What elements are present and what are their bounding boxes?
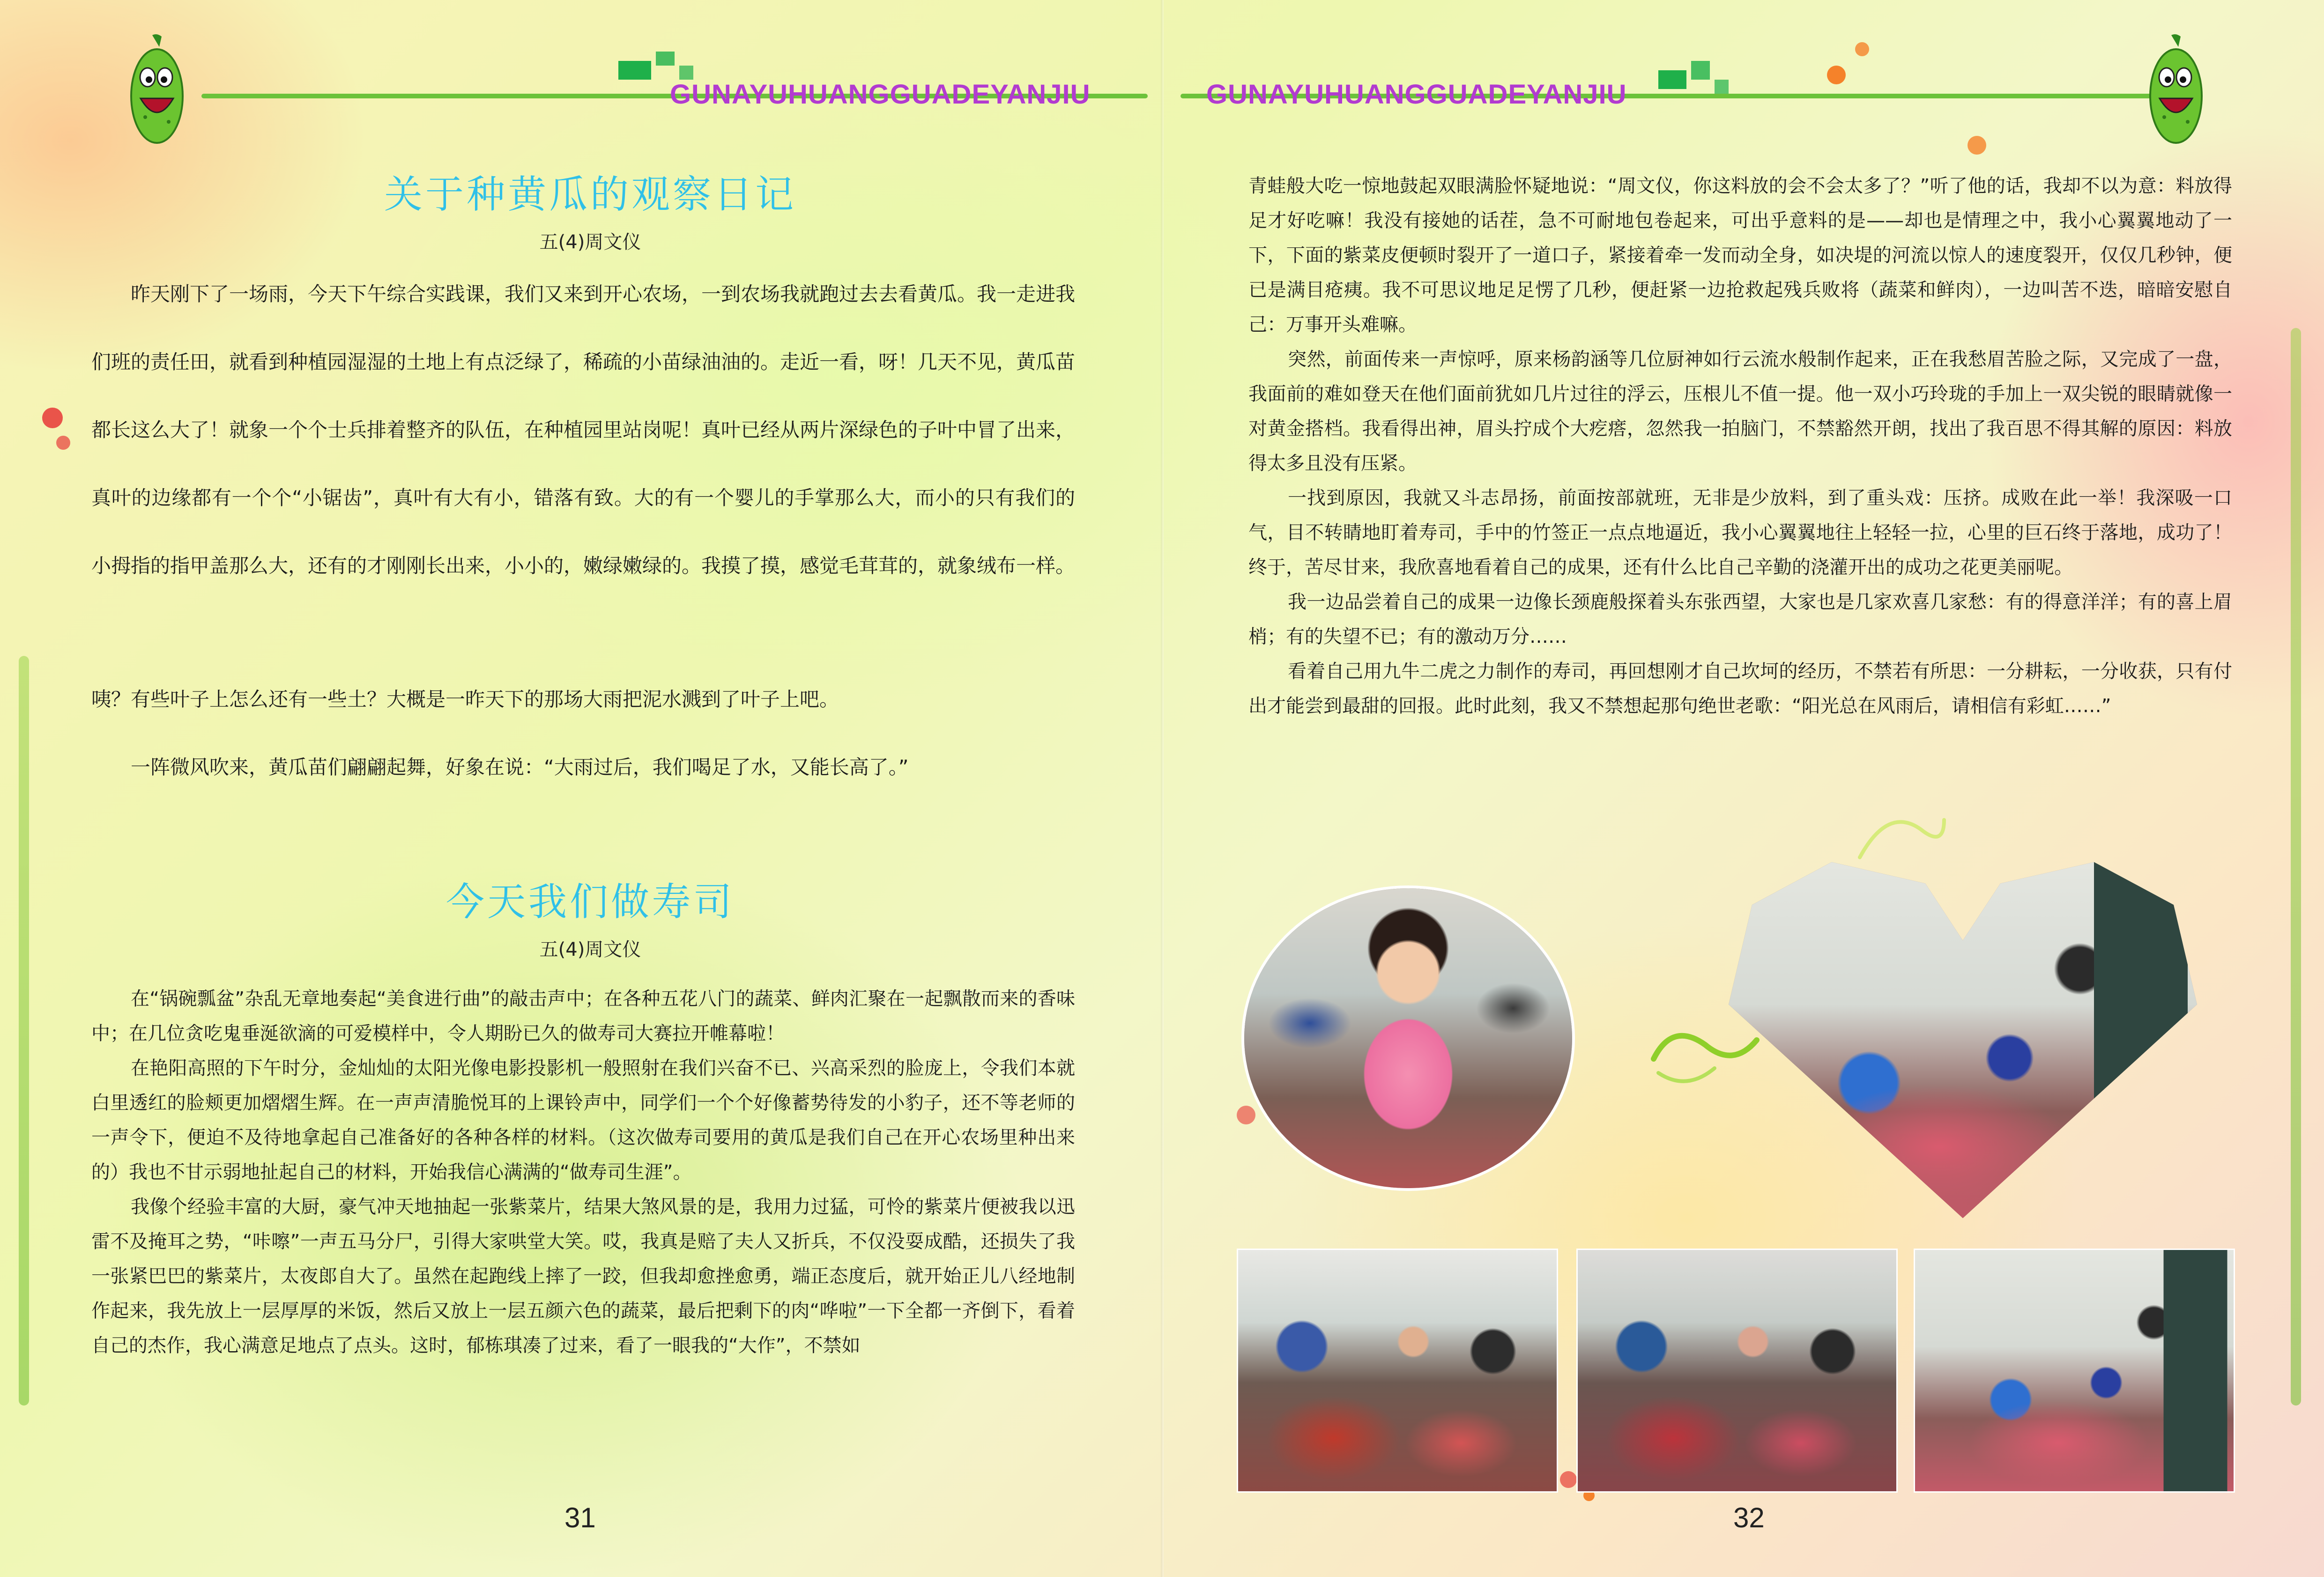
article-paragraph: 突然，前面传来一声惊呼，原来杨韵涵等几位厨神如行云流水般制作起来，正在我愁眉苦脸之际，又完成了一盘，我面前的难如登天在他们面前犹如几片过往的浮云，压根儿不值一提。他一双小巧玲珑的手加上一双尖锐的眼睛就像一对黄金搭档。我看得出神，眉头拧成个大疙瘩，忽然我一拍脑门，不禁豁然开朗，找出了我百思不得其解的原因：料放得太多且没有压紧。 (1248, 349, 2232, 474)
sushi-article-body (91, 982, 1075, 1363)
cucumber-mascot-icon (126, 33, 187, 145)
heart-photo-frame (1241, 857, 2192, 1232)
photo-scene (1244, 888, 1572, 1188)
article-title-sushi: 今天我们做寿司 (445, 880, 735, 924)
article-paragraph: 咦？有些叶子上怎么还有一些土？大概是一昨天下的那场大雨把泥水溅到了叶子上吧。 (91, 688, 839, 711)
article-paragraph: 我像个经验丰富的大厨，豪气冲天地抽起一张紫菜片，结果大煞风景的是，我用力过猛，可怜的紫菜片便被我以迅雷不及掩耳之势，“咔嚓”一声五马分尸，引得大家哄堂大笑。哎，我真是赔了夫人又折兵，不仅没耍成酷，还损失了我一张紧巴巴的紫菜片，太夜郎自大了。虽然在起跑线上摔了一跤，但我却愈挫愈勇，端正态度后，就开始正儿八经地制作起来，我先放上一层厚厚的米饭，然后又放上一层五颜六色的蔬菜，最后把剩下的肉“哗啦”一下全都一齐倒下，看着自己的杰作，我心满意足地点了点头。这时，郁栋琪凑了过来，看了一眼我的“大作”，不禁如 (91, 1196, 1075, 1356)
article-paragraph: 在艳阳高照的下午时分，金灿灿的太阳光像电影投影机一般照射在我们兴奋不已、兴高采烈的脸庞上，令我们本就白里透红的脸颊更加熠熠生辉。在一声声清脆悦耳的上课铃声中，同学们一个个好像蓄势待发的小豹子，还不等老师的一声令下，便迫不及待地拿起自己准备好的各种各样的材料。（这次做寿司要用的黄瓜是我们自己在开心农场里种出来的）我也不甘示弱地扯起自己的材料，开始我信心满满的“做寿司生涯”。 (91, 1057, 1075, 1183)
page-number-left: 31 (564, 1502, 596, 1533)
swirl-ornament-icon (1644, 1012, 1766, 1096)
article-author: 五(4)周文仪 (539, 939, 641, 960)
article-title-cucumber-diary: 关于种黄瓜的观察日记 (384, 172, 796, 217)
sushi-article-continued (1248, 169, 2232, 723)
orange-dot-deco (1827, 66, 1846, 84)
side-vine-left (19, 656, 29, 1406)
photo-scene (1729, 862, 2197, 1218)
article-paragraph: 一找到原因，我就又斗志昂扬，前面按部就班，无非是少放料，到了重头戏：压挤。成败在此一举！我深吸一口气，目不转睛地盯着寿司，手中的竹签正一点点地逼近，我小心翼翼地往上轻轻一拉，心里的巨石终于落地，成功了！终于，苦尽甘来，我欣喜地看着自己的成果，还有什么比自己辛勤的浇灌开出的成功之花更美丽呢。 (1248, 487, 2232, 578)
photo-students-making-sushi-1 (1237, 1249, 1558, 1493)
page-number-right: 32 (1733, 1502, 1765, 1533)
photo-girl-holding-sushi (1241, 885, 1575, 1191)
orange-dot-deco (42, 408, 63, 428)
article-author: 五(4)周文仪 (539, 231, 641, 253)
article-paragraph: 一阵微风吹来，黄瓜苗们翩翩起舞，好象在说：“大雨过后，我们喝足了水，又能长高了。” (131, 756, 909, 779)
orange-dot-deco (56, 436, 70, 450)
header-pinyin-right: GUNAYUHUANGGUADEYANJIU (1206, 79, 1627, 110)
article-paragraph: 青蛙般大吃一惊地鼓起双眼满脸怀疑地说：“周文仪，你这料放的会不会太多了？”听了他的话，我却不以为意：料放得足才好吃嘛！我没有接她的话茬，急不可耐地包卷起来，可出乎意料的是——却也是情理之中，我小心翼翼地动了一下，下面的紫菜皮便顿时裂开了一道口子，紧接着牵一发而动全身，如决堤的河流以惊人的速度裂开，仅仅几秒钟，便已是满目疮痍。我不可思议地足足愣了几秒，便赶紧一边抢救起残兵败将（蔬菜和鲜肉），一边叫苦不迭，暗暗安慰自己：万事开头难嘛。 (1248, 175, 2232, 335)
green-square-deco (618, 61, 651, 80)
photo-scene (1578, 1250, 1896, 1491)
photo-scene (1238, 1250, 1557, 1491)
green-square-deco (1691, 61, 1710, 80)
green-square-deco (1658, 70, 1686, 89)
article-paragraph: 在“锅碗瓢盆”杂乱无章地奏起“美食进行曲”的敲击声中；在各种五花八门的蔬菜、鲜肉汇聚在一起飘散而来的香味中；在几位贪吃鬼垂涎欲滴的可爱模样中，令人期盼已久的做寿司大赛拉开帷幕啦！ (91, 988, 1075, 1044)
article-paragraph: 我一边品尝着自己的成果一边像长颈鹿般探着头东张西望，大家也是几家欢喜几家愁：有的得意洋洋；有的喜上眉梢；有的失望不已；有的激动万分…… (1248, 591, 2232, 647)
green-square-deco (679, 66, 693, 80)
swirl-ornament-icon (1850, 801, 1953, 876)
orange-dot-deco (1855, 42, 1869, 56)
side-vine-right (2291, 328, 2301, 1406)
photo-classroom-tables (1729, 862, 2197, 1218)
photo-scene (1915, 1250, 2234, 1491)
orange-dot-deco (1560, 1471, 1577, 1488)
green-square-deco (1715, 80, 1729, 94)
article-paragraph: 昨天刚下了一场雨，今天下午综合实践课，我们又来到开心农场，一到农场我就跑过去去看黄瓜。我一走进我们班的责任田，就看到种植园湿湿的土地上有点泛绿了，稀疏的小苗绿油油的。走近一看，呀！几天不见，黄瓜苗都长这么大了！就象一个个士兵排着整齐的队伍，在种植园里站岗呢！真叶已经从两片深绿色的子叶中冒了出来，真叶的边缘都有一个个“小锯齿”，真叶有大有小，错落有致。大的有一个婴儿的手掌那么大，而小的只有我们的小拇指的指甲盖那么大，还有的才刚刚长出来，小小的，嫩绿嫩绿的。我摸了摸，感觉毛茸茸的，就象绒布一样。 (91, 283, 1076, 577)
photo-students-making-sushi-2 (1576, 1249, 1898, 1493)
header-pinyin-left: GUNAYUHUANGGUADEYANJIU (670, 79, 1091, 110)
page-spine (1161, 0, 1164, 1577)
cucumber-mascot-icon (2146, 33, 2206, 145)
orange-dot-deco (1968, 136, 1986, 155)
article-paragraph: 看着自己用九牛二虎之力制作的寿司，再回想刚才自己坎坷的经历，不禁若有所思：一分耕耘，一分收获，只有付出才能尝到最甜的回报。此时此刻，我又不禁想起那句绝世老歌：“阳光总在风雨后，请相信有彩虹……” (1248, 661, 2232, 717)
photo-students-making-sushi-3 (1914, 1249, 2235, 1493)
green-square-deco (656, 52, 675, 66)
